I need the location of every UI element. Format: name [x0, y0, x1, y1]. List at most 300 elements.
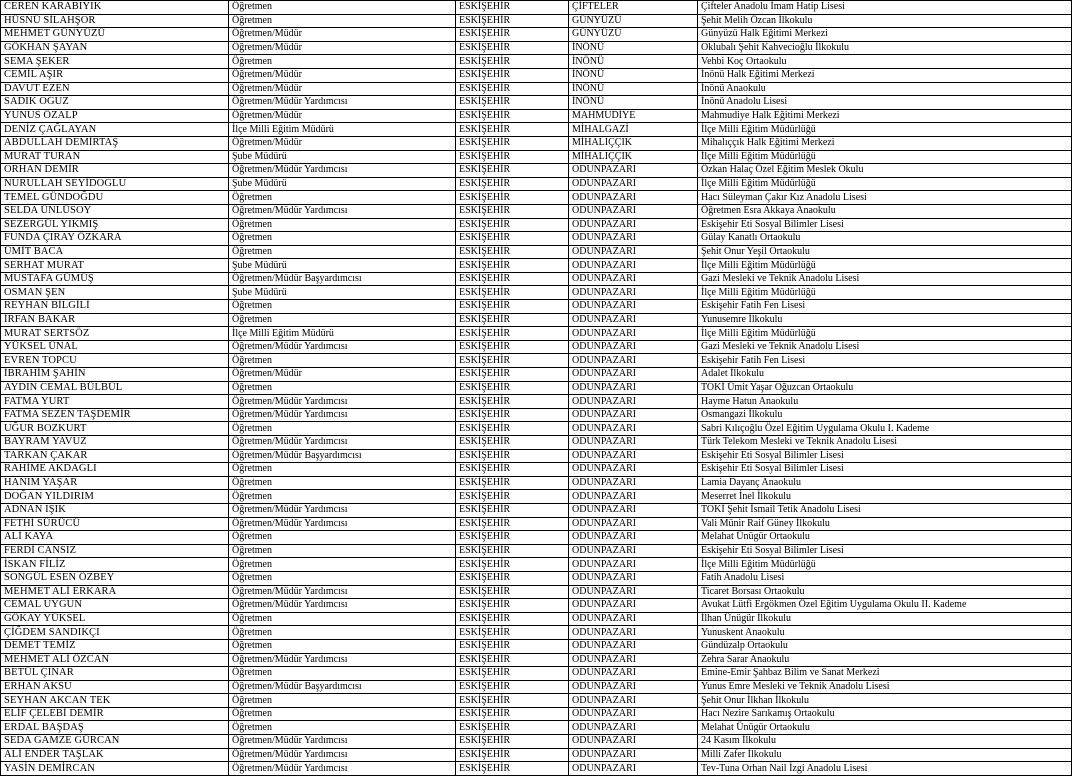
- title-cell: Öğretmen/Müdür Yardımcısı: [229, 585, 456, 599]
- title-cell: Öğretmen/Müdür Yardımcısı: [229, 748, 456, 762]
- school-cell: Adalet İlkokulu: [698, 368, 1072, 382]
- city-cell: ESKİŞEHİR: [456, 694, 569, 708]
- table-row: [1, 735, 1072, 749]
- district-cell: GÜNYÜZÜ: [569, 14, 698, 28]
- district-cell: ODUNPAZARI: [569, 204, 698, 218]
- district-cell: ODUNPAZARI: [569, 422, 698, 436]
- school-cell: Tev-Tuna Orhan Nail İzgi Anadolu Lisesi: [698, 762, 1072, 776]
- name-cell: GÖKAY YÜKSEL: [1, 612, 229, 626]
- table-row: [1, 694, 1072, 708]
- table-row: [1, 191, 1072, 205]
- district-cell: MAHMUDİYE: [569, 109, 698, 123]
- district-cell: ODUNPAZARI: [569, 354, 698, 368]
- name-cell: DAVUT EZEN: [1, 82, 229, 96]
- table-row: [1, 490, 1072, 504]
- district-cell: ODUNPAZARI: [569, 558, 698, 572]
- title-cell: Öğretmen/Müdür: [229, 68, 456, 82]
- city-cell: ESKİŞEHİR: [456, 28, 569, 42]
- title-cell: Öğretmen/Müdür Yardımcısı: [229, 503, 456, 517]
- title-cell: Öğretmen: [229, 626, 456, 640]
- title-cell: Öğretmen/Müdür: [229, 136, 456, 150]
- district-cell: ODUNPAZARI: [569, 436, 698, 450]
- title-cell: Öğretmen: [229, 422, 456, 436]
- school-cell: Günyüzü Halk Eğitimi Merkezi: [698, 28, 1072, 42]
- district-cell: ODUNPAZARI: [569, 762, 698, 776]
- school-cell: Yunusemre İlkokulu: [698, 313, 1072, 327]
- name-cell: ORHAN DEMİR: [1, 164, 229, 178]
- district-cell: ODUNPAZARI: [569, 300, 698, 314]
- title-cell: Öğretmen: [229, 558, 456, 572]
- school-cell: Mihalıççık Halk Eğitimi Merkezi: [698, 136, 1072, 150]
- school-cell: Öğretmen Esra Akkaya Anaokulu: [698, 204, 1072, 218]
- district-cell: ODUNPAZARI: [569, 463, 698, 477]
- city-cell: ESKİŞEHİR: [456, 218, 569, 232]
- city-cell: ESKİŞEHİR: [456, 245, 569, 259]
- table-row: [1, 136, 1072, 150]
- district-cell: ODUNPAZARI: [569, 667, 698, 681]
- title-cell: Öğretmen: [229, 694, 456, 708]
- name-cell: ÜMİT BACA: [1, 245, 229, 259]
- title-cell: Öğretmen: [229, 191, 456, 205]
- table-row: [1, 41, 1072, 55]
- title-cell: Öğretmen/Müdür Yardımcısı: [229, 762, 456, 776]
- table-row: [1, 571, 1072, 585]
- title-cell: Öğretmen: [229, 463, 456, 477]
- table-row: [1, 300, 1072, 314]
- district-cell: ÇİFTELER: [569, 1, 698, 15]
- table-row: [1, 762, 1072, 776]
- title-cell: Öğretmen: [229, 300, 456, 314]
- table-row: [1, 82, 1072, 96]
- title-cell: Öğretmen: [229, 232, 456, 246]
- school-cell: Gülay Kanatlı Ortaokulu: [698, 232, 1072, 246]
- district-cell: ODUNPAZARI: [569, 164, 698, 178]
- city-cell: ESKİŞEHİR: [456, 449, 569, 463]
- city-cell: ESKİŞEHİR: [456, 41, 569, 55]
- school-cell: İnönü Halk Eğitimi Merkezi: [698, 68, 1072, 82]
- district-cell: ODUNPAZARI: [569, 232, 698, 246]
- title-cell: Öğretmen: [229, 544, 456, 558]
- school-cell: Sabri Kılıçoğlu Özel Eğitim Uygulama Okulu I. Kademe: [698, 422, 1072, 436]
- school-cell: Fatih Anadolu Lisesi: [698, 571, 1072, 585]
- title-cell: Öğretmen/Müdür Başyardımcısı: [229, 449, 456, 463]
- name-cell: MURAT SERTSÖZ: [1, 327, 229, 341]
- district-cell: ODUNPAZARI: [569, 544, 698, 558]
- name-cell: YÜKSEL ÜNAL: [1, 340, 229, 354]
- city-cell: ESKİŞEHİR: [456, 517, 569, 531]
- title-cell: Şube Müdürü: [229, 150, 456, 164]
- title-cell: Öğretmen: [229, 721, 456, 735]
- table-row: [1, 436, 1072, 450]
- name-cell: İRFAN BAKAR: [1, 313, 229, 327]
- school-cell: Eskişehir Fatih Fen Lisesi: [698, 354, 1072, 368]
- name-cell: TEMEL GÜNDOĞDU: [1, 191, 229, 205]
- school-cell: Şehit Melih Özcan İlkokulu: [698, 14, 1072, 28]
- city-cell: ESKİŞEHİR: [456, 422, 569, 436]
- name-cell: BETÜL ÇINAR: [1, 667, 229, 681]
- name-cell: CEMAL UYGUN: [1, 599, 229, 613]
- title-cell: Öğretmen/Müdür Yardımcısı: [229, 204, 456, 218]
- title-cell: Öğretmen: [229, 381, 456, 395]
- school-cell: İlçe Milli Eğitim Müdürlüğü: [698, 259, 1072, 273]
- city-cell: ESKİŞEHİR: [456, 204, 569, 218]
- city-cell: ESKİŞEHİR: [456, 721, 569, 735]
- table-row: [1, 721, 1072, 735]
- district-cell: ODUNPAZARI: [569, 517, 698, 531]
- district-cell: ODUNPAZARI: [569, 585, 698, 599]
- table-row: [1, 218, 1072, 232]
- table-row: [1, 109, 1072, 123]
- name-cell: REYHAN BİLGİLİ: [1, 300, 229, 314]
- title-cell: Öğretmen/Müdür: [229, 28, 456, 42]
- district-cell: ODUNPAZARI: [569, 272, 698, 286]
- name-cell: ÇİĞDEM SANDIKÇI: [1, 626, 229, 640]
- city-cell: ESKİŞEHİR: [456, 286, 569, 300]
- school-cell: Emine-Emir Şahbaz Bilim ve Sanat Merkezi: [698, 667, 1072, 681]
- title-cell: Öğretmen: [229, 531, 456, 545]
- name-cell: DEMET TEMİZ: [1, 639, 229, 653]
- district-cell: ODUNPAZARI: [569, 721, 698, 735]
- school-cell: TOKİ Şehit İsmail Tetik Anadolu Lisesi: [698, 503, 1072, 517]
- title-cell: Öğretmen: [229, 245, 456, 259]
- table-row: [1, 14, 1072, 28]
- title-cell: İlçe Milli Eğitim Müdürü: [229, 123, 456, 137]
- name-cell: ERHAN AKSU: [1, 680, 229, 694]
- table-row: [1, 272, 1072, 286]
- district-cell: ODUNPAZARI: [569, 327, 698, 341]
- city-cell: ESKİŞEHİR: [456, 177, 569, 191]
- title-cell: Öğretmen: [229, 612, 456, 626]
- school-cell: Vali Münir Raif Güney İlkokulu: [698, 517, 1072, 531]
- city-cell: ESKİŞEHİR: [456, 436, 569, 450]
- title-cell: Öğretmen: [229, 476, 456, 490]
- district-cell: ODUNPAZARI: [569, 476, 698, 490]
- name-cell: FATMA YURT: [1, 395, 229, 409]
- city-cell: ESKİŞEHİR: [456, 368, 569, 382]
- name-cell: ALİ KAYA: [1, 531, 229, 545]
- city-cell: ESKİŞEHİR: [456, 571, 569, 585]
- title-cell: Öğretmen/Müdür Yardımcısı: [229, 340, 456, 354]
- district-cell: ODUNPAZARI: [569, 286, 698, 300]
- city-cell: ESKİŞEHİR: [456, 463, 569, 477]
- table-row: [1, 531, 1072, 545]
- school-cell: İlçe Milli Eğitim Müdürlüğü: [698, 558, 1072, 572]
- title-cell: Öğretmen/Müdür Yardımcısı: [229, 395, 456, 409]
- city-cell: ESKİŞEHİR: [456, 96, 569, 110]
- school-cell: Gündüzalp Ortaokulu: [698, 639, 1072, 653]
- district-cell: İNÖNÜ: [569, 55, 698, 69]
- title-cell: Öğretmen/Müdür Başyardımcısı: [229, 680, 456, 694]
- school-cell: Zehra Sarar Anaokulu: [698, 653, 1072, 667]
- table-row: [1, 232, 1072, 246]
- school-cell: İlçe Milli Eğitim Müdürlüğü: [698, 177, 1072, 191]
- title-cell: Öğretmen: [229, 14, 456, 28]
- city-cell: ESKİŞEHİR: [456, 109, 569, 123]
- school-cell: Osmangazi İlkokulu: [698, 408, 1072, 422]
- district-cell: ODUNPAZARI: [569, 735, 698, 749]
- city-cell: ESKİŞEHİR: [456, 558, 569, 572]
- city-cell: ESKİŞEHİR: [456, 653, 569, 667]
- district-cell: ODUNPAZARI: [569, 626, 698, 640]
- table-row: [1, 395, 1072, 409]
- name-cell: FETHİ SÜRÜCÜ: [1, 517, 229, 531]
- table-row: [1, 286, 1072, 300]
- district-cell: İNÖNÜ: [569, 41, 698, 55]
- district-cell: ODUNPAZARI: [569, 395, 698, 409]
- district-cell: MİHALGAZİ: [569, 123, 698, 137]
- city-cell: ESKİŞEHİR: [456, 164, 569, 178]
- title-cell: Öğretmen/Müdür Başyardımcısı: [229, 272, 456, 286]
- school-cell: Yunus Emre Mesleki ve Teknik Anadolu Lisesi: [698, 680, 1072, 694]
- school-cell: Eskişehir Eti Sosyal Bilimler Lisesi: [698, 544, 1072, 558]
- title-cell: Öğretmen/Müdür: [229, 109, 456, 123]
- district-cell: ODUNPAZARI: [569, 599, 698, 613]
- school-cell: Lamia Dayanç Anaokulu: [698, 476, 1072, 490]
- city-cell: ESKİŞEHİR: [456, 68, 569, 82]
- name-cell: NURULLAH SEYİDOĞLU: [1, 177, 229, 191]
- table-row: [1, 1, 1072, 15]
- name-cell: İSKAN FİLİZ: [1, 558, 229, 572]
- name-cell: SEMA ŞEKER: [1, 55, 229, 69]
- title-cell: Öğretmen: [229, 218, 456, 232]
- title-cell: Öğretmen/Müdür Yardımcısı: [229, 517, 456, 531]
- city-cell: ESKİŞEHİR: [456, 123, 569, 137]
- city-cell: ESKİŞEHİR: [456, 544, 569, 558]
- name-cell: ADNAN IŞIK: [1, 503, 229, 517]
- district-cell: ODUNPAZARI: [569, 748, 698, 762]
- title-cell: Öğretmen/Müdür Yardımcısı: [229, 599, 456, 613]
- city-cell: ESKİŞEHİR: [456, 680, 569, 694]
- school-cell: TOKİ Ümit Yaşar Oğuzcan Ortaokulu: [698, 381, 1072, 395]
- district-cell: İNÖNÜ: [569, 68, 698, 82]
- title-cell: Öğretmen: [229, 354, 456, 368]
- name-cell: MEHMET GÜNYÜZÜ: [1, 28, 229, 42]
- name-cell: EVREN TOPCU: [1, 354, 229, 368]
- table-row: [1, 177, 1072, 191]
- name-cell: SONGÜL ESEN ÖZBEY: [1, 571, 229, 585]
- city-cell: ESKİŞEHİR: [456, 55, 569, 69]
- district-cell: ODUNPAZARI: [569, 653, 698, 667]
- city-cell: ESKİŞEHİR: [456, 1, 569, 15]
- table-row: [1, 626, 1072, 640]
- city-cell: ESKİŞEHİR: [456, 503, 569, 517]
- name-cell: TARKAN ÇAKAR: [1, 449, 229, 463]
- school-cell: Çifteler Anadolu İmam Hatip Lisesi: [698, 1, 1072, 15]
- name-cell: BAYRAM YAVUZ: [1, 436, 229, 450]
- name-cell: YUNUS ÖZALP: [1, 109, 229, 123]
- table-row: [1, 667, 1072, 681]
- title-cell: Öğretmen/Müdür Yardımcısı: [229, 408, 456, 422]
- district-cell: ODUNPAZARI: [569, 571, 698, 585]
- title-cell: Öğretmen: [229, 313, 456, 327]
- title-cell: Öğretmen/Müdür: [229, 368, 456, 382]
- school-cell: Avukat Lütfi Ergökmen Özel Eğitim Uygulama Okulu II. Kademe: [698, 599, 1072, 613]
- district-cell: MİHALIÇÇIK: [569, 136, 698, 150]
- school-cell: Şehit Onur Yeşil Ortaokulu: [698, 245, 1072, 259]
- city-cell: ESKİŞEHİR: [456, 476, 569, 490]
- title-cell: Öğretmen: [229, 490, 456, 504]
- name-cell: YASİN DEMİRCAN: [1, 762, 229, 776]
- table-row: [1, 449, 1072, 463]
- title-cell: Öğretmen/Müdür Yardımcısı: [229, 735, 456, 749]
- district-cell: İNÖNÜ: [569, 82, 698, 96]
- city-cell: ESKİŞEHİR: [456, 408, 569, 422]
- district-cell: ODUNPAZARI: [569, 245, 698, 259]
- school-cell: İlhan Ünügür İlkokulu: [698, 612, 1072, 626]
- name-cell: FATMA SEZEN TAŞDEMİR: [1, 408, 229, 422]
- district-cell: ODUNPAZARI: [569, 612, 698, 626]
- title-cell: Öğretmen: [229, 707, 456, 721]
- table-row: [1, 123, 1072, 137]
- table-row: [1, 585, 1072, 599]
- name-cell: OSMAN ŞEN: [1, 286, 229, 300]
- school-cell: İlçe Milli Eğitim Müdürlüğü: [698, 123, 1072, 137]
- school-cell: Türk Telekom Mesleki ve Teknik Anadolu Lisesi: [698, 436, 1072, 450]
- district-cell: ODUNPAZARI: [569, 368, 698, 382]
- table-row: [1, 245, 1072, 259]
- table-row: [1, 327, 1072, 341]
- title-cell: Öğretmen/Müdür Yardımcısı: [229, 436, 456, 450]
- district-cell: ODUNPAZARI: [569, 191, 698, 205]
- district-cell: GÜNYÜZÜ: [569, 28, 698, 42]
- name-cell: AYDIN CEMAL BÜLBÜL: [1, 381, 229, 395]
- city-cell: ESKİŞEHİR: [456, 667, 569, 681]
- school-cell: Oklubalı Şehit Kahvecioğlu İlkokulu: [698, 41, 1072, 55]
- table-row: [1, 381, 1072, 395]
- district-cell: ODUNPAZARI: [569, 639, 698, 653]
- district-cell: ODUNPAZARI: [569, 503, 698, 517]
- city-cell: ESKİŞEHİR: [456, 14, 569, 28]
- school-cell: Eskişehir Eti Sosyal Bilimler Lisesi: [698, 218, 1072, 232]
- city-cell: ESKİŞEHİR: [456, 762, 569, 776]
- staff-table-body: [1, 1, 1072, 776]
- district-cell: ODUNPAZARI: [569, 259, 698, 273]
- school-cell: Hayme Hatun Anaokulu: [698, 395, 1072, 409]
- name-cell: HANIM YAŞAR: [1, 476, 229, 490]
- city-cell: ESKİŞEHİR: [456, 612, 569, 626]
- title-cell: Öğretmen/Müdür: [229, 82, 456, 96]
- city-cell: ESKİŞEHİR: [456, 626, 569, 640]
- district-cell: ODUNPAZARI: [569, 490, 698, 504]
- table-row: [1, 259, 1072, 273]
- table-row: [1, 476, 1072, 490]
- name-cell: SELDA ÜNLÜSOY: [1, 204, 229, 218]
- table-row: [1, 204, 1072, 218]
- district-cell: ODUNPAZARI: [569, 707, 698, 721]
- school-cell: Şehit Onur İlkhan İlkokulu: [698, 694, 1072, 708]
- name-cell: CEMİL AŞIR: [1, 68, 229, 82]
- school-cell: Eskişehir Eti Sosyal Bilimler Lisesi: [698, 449, 1072, 463]
- title-cell: Öğretmen/Müdür Yardımcısı: [229, 653, 456, 667]
- table-row: [1, 422, 1072, 436]
- name-cell: CEREN KARABIYIK: [1, 1, 229, 15]
- school-cell: İnönü Anaokulu: [698, 82, 1072, 96]
- district-cell: ODUNPAZARI: [569, 408, 698, 422]
- table-row: [1, 68, 1072, 82]
- table-row: [1, 707, 1072, 721]
- city-cell: ESKİŞEHİR: [456, 232, 569, 246]
- school-cell: Milli Zafer İlkokulu: [698, 748, 1072, 762]
- school-cell: Mahmudiye Halk Eğitimi Merkezi: [698, 109, 1072, 123]
- title-cell: Öğretmen: [229, 1, 456, 15]
- name-cell: SEYHAN AKCAN TEK: [1, 694, 229, 708]
- name-cell: GÖKHAN ŞAYAN: [1, 41, 229, 55]
- school-cell: Hacı Nezire Sarıkamış Ortaokulu: [698, 707, 1072, 721]
- district-cell: ODUNPAZARI: [569, 340, 698, 354]
- name-cell: ALİ ENDER TAŞLAK: [1, 748, 229, 762]
- name-cell: DENİZ ÇAĞLAYAN: [1, 123, 229, 137]
- name-cell: SERHAT MURAT: [1, 259, 229, 273]
- city-cell: ESKİŞEHİR: [456, 354, 569, 368]
- district-cell: ODUNPAZARI: [569, 694, 698, 708]
- title-cell: Öğretmen/Müdür Yardımcısı: [229, 164, 456, 178]
- name-cell: MUSTAFA GÜMÜŞ: [1, 272, 229, 286]
- table-row: [1, 463, 1072, 477]
- title-cell: Şube Müdürü: [229, 286, 456, 300]
- district-cell: ODUNPAZARI: [569, 680, 698, 694]
- name-cell: SADIK OĞUZ: [1, 96, 229, 110]
- table-row: [1, 653, 1072, 667]
- table-row: [1, 408, 1072, 422]
- school-cell: Eskişehir Eti Sosyal Bilimler Lisesi: [698, 463, 1072, 477]
- district-cell: MİHALIÇÇIK: [569, 150, 698, 164]
- table-row: [1, 354, 1072, 368]
- city-cell: ESKİŞEHİR: [456, 259, 569, 273]
- school-cell: 24 Kasım İlkokulu: [698, 735, 1072, 749]
- school-cell: Vehbi Koç Ortaokulu: [698, 55, 1072, 69]
- school-cell: Meserret İnel İlkokulu: [698, 490, 1072, 504]
- table-row: [1, 150, 1072, 164]
- table-row: [1, 748, 1072, 762]
- name-cell: İBRAHİM ŞAHİN: [1, 368, 229, 382]
- name-cell: SEZERGÜL YIKMIŞ: [1, 218, 229, 232]
- table-row: [1, 680, 1072, 694]
- city-cell: ESKİŞEHİR: [456, 313, 569, 327]
- city-cell: ESKİŞEHİR: [456, 340, 569, 354]
- title-cell: Öğretmen: [229, 667, 456, 681]
- title-cell: Şube Müdürü: [229, 177, 456, 191]
- city-cell: ESKİŞEHİR: [456, 735, 569, 749]
- city-cell: ESKİŞEHİR: [456, 191, 569, 205]
- title-cell: Şube Müdürü: [229, 259, 456, 273]
- title-cell: İlçe Milli Eğitim Müdürü: [229, 327, 456, 341]
- name-cell: HÜSNÜ SİLAHŞOR: [1, 14, 229, 28]
- table-row: [1, 639, 1072, 653]
- city-cell: ESKİŞEHİR: [456, 150, 569, 164]
- city-cell: ESKİŞEHİR: [456, 490, 569, 504]
- name-cell: SEDA GAMZE GÜRCAN: [1, 735, 229, 749]
- title-cell: Öğretmen/Müdür: [229, 41, 456, 55]
- school-cell: Yunuskent Anaokulu: [698, 626, 1072, 640]
- district-cell: ODUNPAZARI: [569, 381, 698, 395]
- name-cell: FERDİ CANSIZ: [1, 544, 229, 558]
- city-cell: ESKİŞEHİR: [456, 327, 569, 341]
- city-cell: ESKİŞEHİR: [456, 300, 569, 314]
- table-row: [1, 96, 1072, 110]
- table-row: [1, 55, 1072, 69]
- table-row: [1, 313, 1072, 327]
- city-cell: ESKİŞEHİR: [456, 639, 569, 653]
- city-cell: ESKİŞEHİR: [456, 599, 569, 613]
- city-cell: ESKİŞEHİR: [456, 272, 569, 286]
- city-cell: ESKİŞEHİR: [456, 585, 569, 599]
- name-cell: DOĞAN YILDIRIM: [1, 490, 229, 504]
- name-cell: ELİF ÇELEBİ DEMİR: [1, 707, 229, 721]
- city-cell: ESKİŞEHİR: [456, 531, 569, 545]
- city-cell: ESKİŞEHİR: [456, 707, 569, 721]
- title-cell: Öğretmen: [229, 571, 456, 585]
- table-row: [1, 612, 1072, 626]
